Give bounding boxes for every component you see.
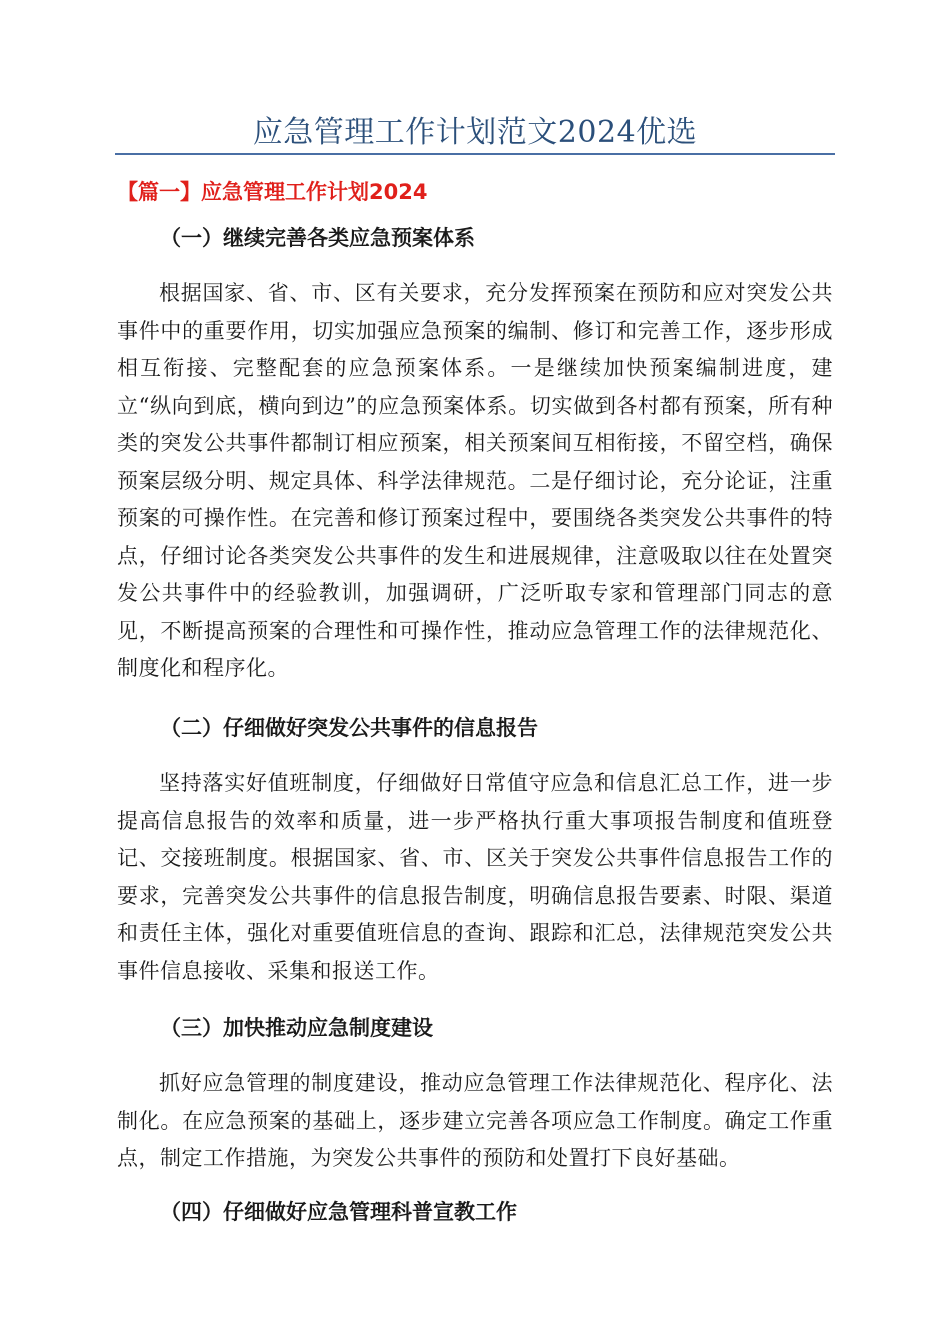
subsection-paragraph-3: 抓好应急管理的制度建设，推动应急管理工作法律规范化、程序化、法制化。在应急预案的基础上，逐步建立完善各项应急工作制度。确定工作重点，制定工作措施，为突发公共事件的预防和处置打下良好基础。	[117, 1071, 833, 1170]
title-underline	[115, 153, 835, 155]
subsection-heading-3: （三）加快推动应急制度建设	[160, 1015, 433, 1040]
subsection-heading-4: （四）仔细做好应急管理科普宣教工作	[160, 1199, 517, 1224]
subsection-heading-1: （一）继续完善各类应急预案体系	[160, 225, 475, 250]
document-title: 应急管理工作计划范文2024优选	[252, 115, 698, 150]
subsection-paragraph-2: 坚持落实好值班制度，仔细做好日常值守应急和信息汇总工作，进一步提高信息报告的效率和质量，进一步严格执行重大事项报告制度和值班登记、交接班制度。根据国家、省、市、区关于突发公共事件信息报告工作的要求，完善突发公共事件的信息报告制度，明确信息报告要素、时限、渠道和责任主体，强化对重要值班信息的查询、跟踪和汇总，法律规范突发公共事件信息接收、采集和报送工作。	[117, 771, 833, 983]
subsection-heading-2: （二）仔细做好突发公共事件的信息报告	[160, 715, 538, 740]
section-heading: 【篇一】应急管理工作计划2024	[117, 180, 428, 204]
subsection-paragraph-1: 根据国家、省、市、区有关要求，充分发挥预案在预防和应对突发公共事件中的重要作用，切实加强应急预案的编制、修订和完善工作，逐步形成相互衔接、完整配套的应急预案体系。一是继续加快预案编制进度，建立“纵向到底，横向到边”的应急预案体系。切实做到各村都有预案，所有种类的突发公共事件都制订相应预案，相关预案间互相衔接，不留空档，确保预案层级分明、规定具体、科学法律规范。二是仔细讨论，充分论证，注重预案的可操作性。在完善和修订预案过程中，要围绕各类突发公共事件的特点，仔细讨论各类突发公共事件的发生和进展规律，注意吸取以往在处置突发公共事件中的经验教训，加强调研，广泛听取专家和管理部门同志的意见，不断提高预案的合理性和可操作性，推动应急管理工作的法律规范化、制度化和程序化。	[117, 281, 833, 680]
